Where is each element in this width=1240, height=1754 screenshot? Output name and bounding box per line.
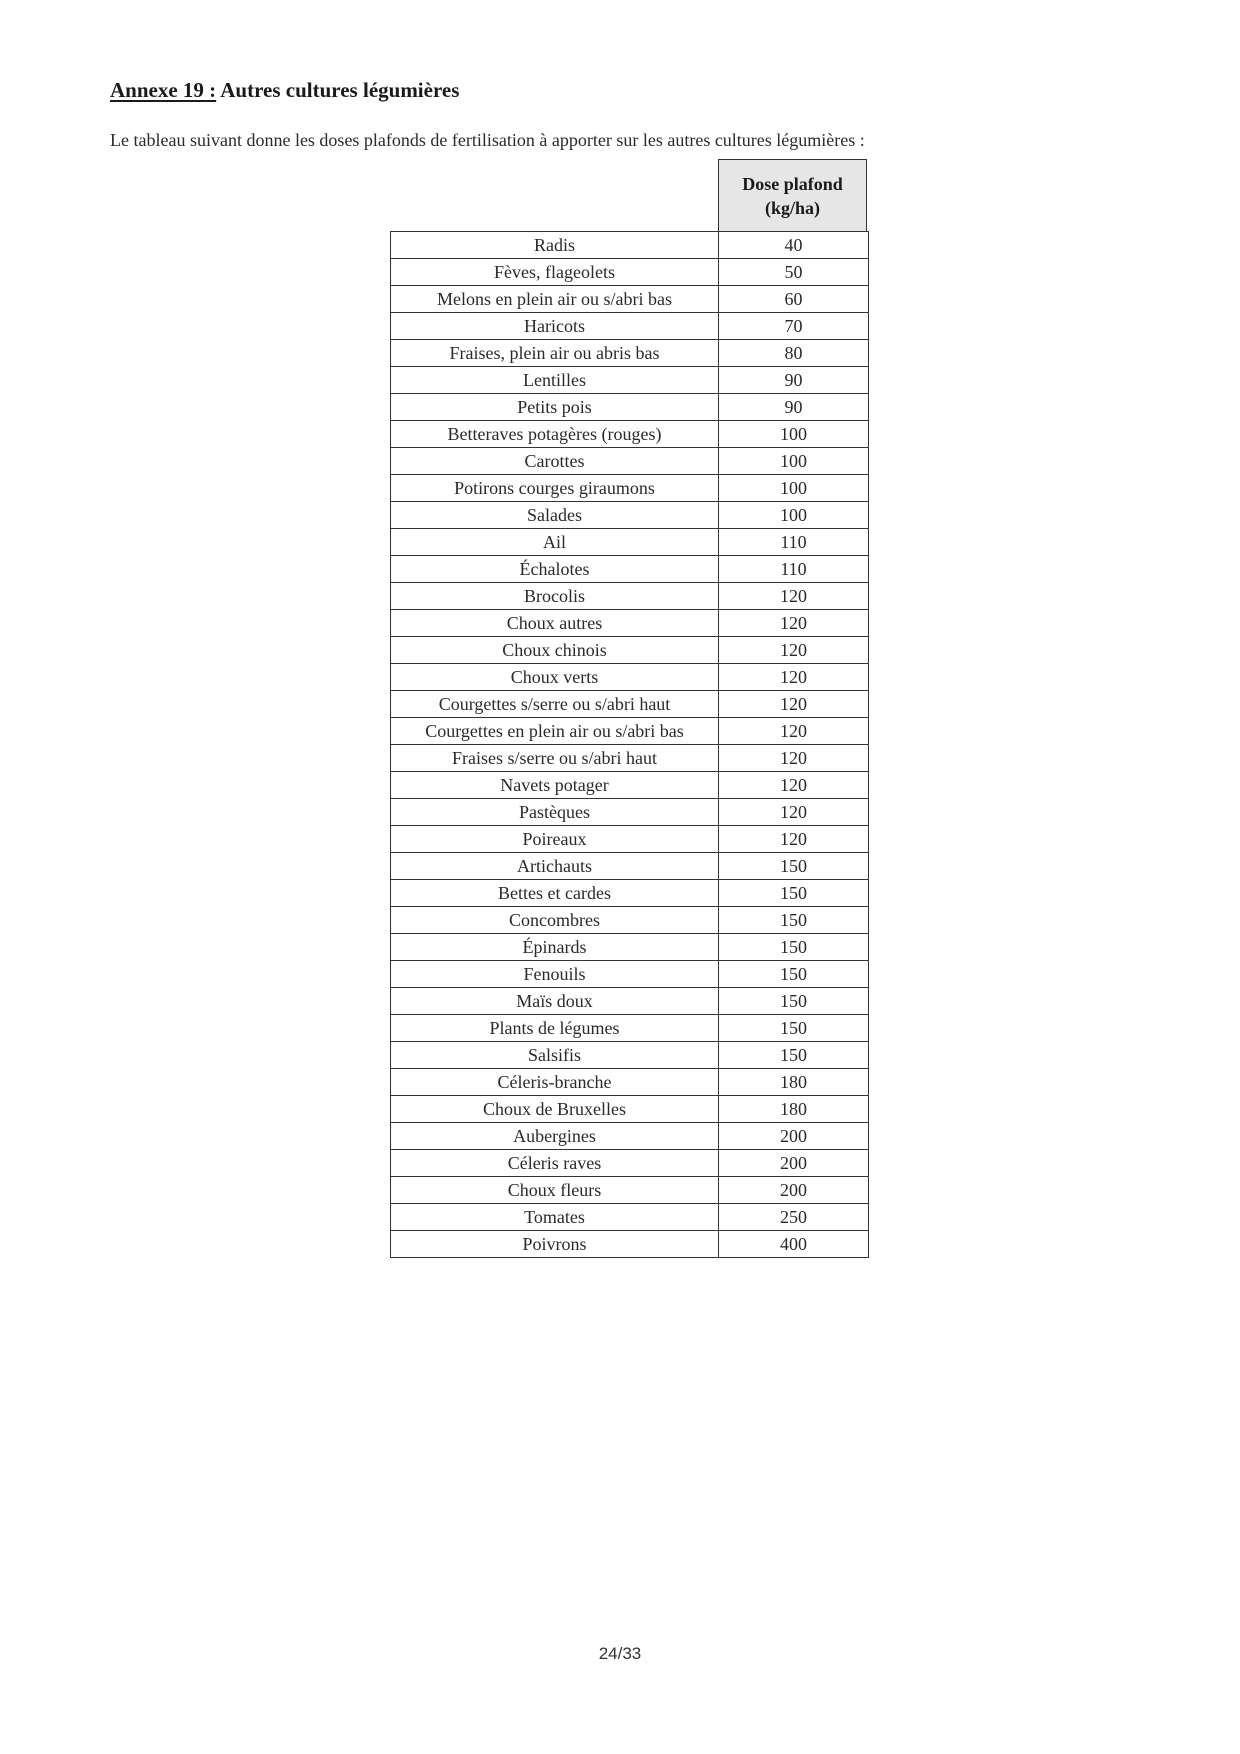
dose-value-cell: 100	[719, 421, 869, 448]
dose-value-cell: 110	[719, 556, 869, 583]
crop-name-cell: Salsifis	[391, 1042, 719, 1069]
dose-value-cell: 110	[719, 529, 869, 556]
table-row	[391, 232, 869, 259]
dose-value-cell: 120	[719, 664, 869, 691]
table-row	[391, 718, 869, 745]
table-row	[391, 1204, 869, 1231]
dose-value-cell: 250	[719, 1204, 869, 1231]
table-row	[391, 1150, 869, 1177]
table-row	[391, 475, 869, 502]
annex-heading: Autres cultures légumières	[220, 78, 460, 102]
table-row	[391, 529, 869, 556]
dose-value-cell: 100	[719, 475, 869, 502]
intro-paragraph: Le tableau suivant donne les doses plafonds de fertilisation à apporter sur les autres cultures légumières :	[110, 130, 865, 150]
dose-value-cell: 150	[719, 934, 869, 961]
table-row	[391, 1231, 869, 1258]
page-number: 24/33	[598, 1644, 642, 1663]
crop-name-cell: Échalotes	[391, 556, 719, 583]
dose-value-cell: 120	[719, 826, 869, 853]
crop-name-cell: Potirons courges giraumons	[391, 475, 719, 502]
dose-value-cell: 40	[719, 232, 869, 259]
dose-value-cell: 100	[719, 502, 869, 529]
table-row	[391, 934, 869, 961]
crop-name-cell: Artichauts	[391, 853, 719, 880]
table-row	[391, 961, 869, 988]
crop-name-cell: Maïs doux	[391, 988, 719, 1015]
crop-name-cell: Choux chinois	[391, 637, 719, 664]
dose-table-body	[391, 232, 869, 1258]
crop-name-cell: Tomates	[391, 1204, 719, 1231]
dose-value-cell: 120	[719, 637, 869, 664]
crop-name-cell: Fraises s/serre ou s/abri haut	[391, 745, 719, 772]
dose-value-cell: 120	[719, 799, 869, 826]
dose-value-cell: 200	[719, 1123, 869, 1150]
crop-name-cell: Brocolis	[391, 583, 719, 610]
table-row	[391, 340, 869, 367]
crop-name-cell: Navets potager	[391, 772, 719, 799]
dose-value-cell: 50	[719, 259, 869, 286]
table-row	[391, 1096, 869, 1123]
table-row	[391, 799, 869, 826]
table-row	[391, 988, 869, 1015]
dose-header-line2: (kg/ha)	[764, 197, 820, 218]
crop-name-cell: Poivrons	[391, 1231, 719, 1258]
crop-name-cell: Melons en plein air ou s/abri bas	[391, 286, 719, 313]
crop-name-cell: Choux verts	[391, 664, 719, 691]
crop-name-cell: Fraises, plein air ou abris bas	[391, 340, 719, 367]
dose-value-cell: 150	[719, 988, 869, 1015]
crop-name-cell: Fenouils	[391, 961, 719, 988]
table-row	[391, 691, 869, 718]
crop-name-cell: Petits pois	[391, 394, 719, 421]
crop-name-cell: Poireaux	[391, 826, 719, 853]
dose-value-cell: 200	[719, 1177, 869, 1204]
table-row	[391, 421, 869, 448]
annex-title	[110, 78, 459, 103]
table-row	[391, 907, 869, 934]
dose-value-cell: 60	[719, 286, 869, 313]
dose-value-cell: 150	[719, 853, 869, 880]
crop-name-cell: Épinards	[391, 934, 719, 961]
crop-name-cell: Plants de légumes	[391, 1015, 719, 1042]
dose-value-cell: 400	[719, 1231, 869, 1258]
dose-value-cell: 100	[719, 448, 869, 475]
dose-value-cell: 70	[719, 313, 869, 340]
table-row	[391, 556, 869, 583]
dose-value-cell: 180	[719, 1069, 869, 1096]
table-row	[391, 1015, 869, 1042]
crop-name-cell: Ail	[391, 529, 719, 556]
table-row	[391, 448, 869, 475]
table-row	[391, 367, 869, 394]
table-row	[391, 583, 869, 610]
dose-value-cell: 120	[719, 718, 869, 745]
table-row	[391, 1042, 869, 1069]
crop-name-cell: Salades	[391, 502, 719, 529]
dose-value-cell: 120	[719, 772, 869, 799]
dose-value-cell: 120	[719, 610, 869, 637]
crop-name-cell: Bettes et cardes	[391, 880, 719, 907]
crop-name-cell: Haricots	[391, 313, 719, 340]
crop-name-cell: Courgettes s/serre ou s/abri haut	[391, 691, 719, 718]
dose-value-cell: 150	[719, 1042, 869, 1069]
dose-table	[390, 231, 869, 1258]
dose-column-header	[718, 159, 867, 231]
table-row	[391, 610, 869, 637]
annex-label: Annexe 19 :	[110, 78, 217, 102]
table-row	[391, 826, 869, 853]
dose-value-cell: 90	[719, 367, 869, 394]
crop-name-cell: Céleris-branche	[391, 1069, 719, 1096]
table-row	[391, 772, 869, 799]
dose-value-cell: 150	[719, 907, 869, 934]
table-row	[391, 1069, 869, 1096]
table-row	[391, 286, 869, 313]
table-row	[391, 259, 869, 286]
dose-value-cell: 200	[719, 1150, 869, 1177]
dose-value-cell: 120	[719, 745, 869, 772]
dose-value-cell: 120	[719, 691, 869, 718]
dose-value-cell: 120	[719, 583, 869, 610]
dose-value-cell: 150	[719, 1015, 869, 1042]
crop-name-cell: Pastèques	[391, 799, 719, 826]
dose-value-cell: 90	[719, 394, 869, 421]
crop-name-cell: Radis	[391, 232, 719, 259]
crop-name-cell: Lentilles	[391, 367, 719, 394]
crop-name-cell: Concombres	[391, 907, 719, 934]
table-row	[391, 1123, 869, 1150]
crop-name-cell: Choux de Bruxelles	[391, 1096, 719, 1123]
crop-name-cell: Courgettes en plein air ou s/abri bas	[391, 718, 719, 745]
crop-name-cell: Céleris raves	[391, 1150, 719, 1177]
table-row	[391, 880, 869, 907]
crop-name-cell: Aubergines	[391, 1123, 719, 1150]
dose-header-line1: Dose plafond	[742, 173, 843, 194]
dose-value-cell: 80	[719, 340, 869, 367]
table-row	[391, 637, 869, 664]
crop-name-cell: Fèves, flageolets	[391, 259, 719, 286]
table-row	[391, 853, 869, 880]
table-row	[391, 394, 869, 421]
table-row	[391, 1177, 869, 1204]
crop-name-cell: Choux autres	[391, 610, 719, 637]
table-row	[391, 313, 869, 340]
crop-name-cell: Carottes	[391, 448, 719, 475]
dose-value-cell: 180	[719, 1096, 869, 1123]
table-row	[391, 745, 869, 772]
crop-name-cell: Choux fleurs	[391, 1177, 719, 1204]
dose-value-cell: 150	[719, 961, 869, 988]
crop-name-cell: Betteraves potagères (rouges)	[391, 421, 719, 448]
dose-value-cell: 150	[719, 880, 869, 907]
table-row	[391, 664, 869, 691]
table-row	[391, 502, 869, 529]
